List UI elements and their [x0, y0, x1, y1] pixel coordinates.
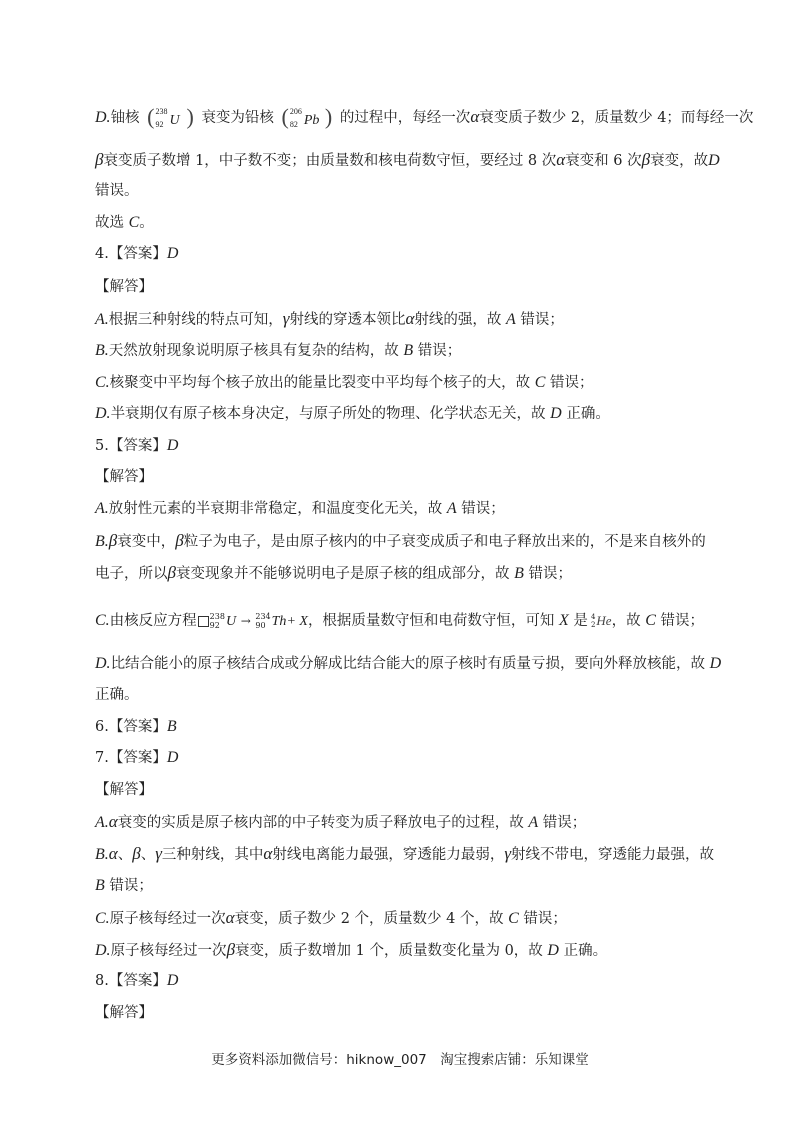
gamma-symbol: γ: [155, 844, 162, 863]
option-letter: A.: [95, 311, 109, 328]
lead-nuclide: ( 206 82 Pb ): [281, 104, 333, 129]
answer-label: 7.【答案】: [95, 750, 167, 766]
text: 天然放射现象说明原子核具有复杂的结构，故: [108, 343, 404, 359]
text: ，故: [611, 613, 646, 629]
alpha-symbol: α: [108, 844, 118, 863]
option-letter: B.: [95, 846, 109, 863]
question-4-answer: [95, 244, 178, 264]
option-letter: C: [128, 214, 140, 231]
atomic-number: 82: [289, 120, 298, 129]
q4-option-d: [95, 404, 610, 424]
answer-label: 6.【答案】: [95, 719, 167, 735]
separator: 、: [117, 847, 133, 863]
thorium-isotope-indices: [255, 612, 270, 630]
text: 射线电离能力最强，穿透能力最弱，: [272, 847, 505, 863]
q7-option-b-line2: [95, 876, 153, 896]
text: 错误；: [515, 312, 564, 328]
question-7-answer: [95, 748, 178, 768]
mass-number: 206: [289, 107, 302, 116]
option-letter: C.: [95, 910, 110, 927]
text: 。: [139, 215, 154, 231]
answer-letter: D: [166, 749, 179, 766]
q7-option-d: [95, 940, 607, 961]
beta-symbol: β: [226, 940, 236, 959]
text: 由核反应方程: [109, 613, 197, 629]
q4-option-b: [95, 341, 461, 361]
mass-number: 238: [155, 107, 168, 116]
element-symbol: Th: [271, 614, 287, 629]
uranium-isotope-indices: [210, 612, 225, 630]
text: 射线的强，故: [414, 312, 507, 328]
option-letter: A: [446, 500, 457, 517]
atomic-number: 92: [209, 621, 220, 630]
alpha-symbol: α: [263, 844, 273, 863]
text: 放射性元素的半衰期非常稳定，和温度变化无关，故: [108, 501, 447, 517]
text: 原子核每经过一次: [109, 911, 226, 927]
answer-label: 8.【答案】: [95, 973, 167, 989]
option-letter: C: [508, 910, 519, 927]
q7-option-a: [95, 812, 586, 833]
answer-label: 4.【答案】: [95, 246, 167, 262]
solution-heading: 【解答】: [95, 782, 153, 798]
text: 错误；: [104, 878, 153, 894]
answer-letter: B: [166, 718, 177, 735]
text: 衰变和 6 次: [565, 153, 642, 169]
beta-symbol: β: [167, 563, 176, 582]
text: 衰变，质子数少 2 个，质量数少 4 个，故: [234, 911, 509, 927]
answer-letter: D: [166, 245, 179, 262]
option-letter: B: [95, 877, 105, 894]
text: 射线的穿透本领比: [289, 312, 406, 328]
beta-symbol: β: [641, 150, 651, 169]
answer-label: 5.【答案】: [95, 438, 167, 454]
atomic-number: 2: [590, 621, 596, 629]
text: 铀核: [110, 110, 140, 126]
text: 电子，所以: [95, 566, 168, 582]
gamma-symbol: γ: [282, 309, 290, 328]
q7-option-b-line1: [95, 844, 714, 865]
q4-option-c: [95, 373, 594, 393]
q7-option-c: [95, 908, 567, 929]
text: 衰变质子数少 2，质量数少 4；而每经一次: [479, 110, 754, 126]
option-letter: D.: [95, 405, 111, 422]
q5-option-d-line1: [95, 654, 721, 674]
text: 原子核每经过一次: [110, 943, 227, 959]
beta-symbol: β: [132, 844, 141, 863]
choice-line: [95, 213, 154, 233]
element-symbol: He: [596, 613, 612, 628]
q5-option-b-line2: [95, 563, 572, 584]
q5-option-d-line2: 正确。: [95, 687, 139, 703]
option-letter: B: [514, 565, 524, 582]
reaction-arrow-icon: →: [240, 614, 251, 628]
text: 正确。: [561, 406, 610, 422]
uranium-nuclide: ( 238 92 U ): [147, 104, 194, 129]
text: 是: [568, 613, 588, 629]
text: 错误；: [523, 566, 572, 582]
q5-option-a: [95, 499, 505, 519]
option-letter: A.: [95, 814, 109, 831]
text-line: [95, 150, 720, 171]
text: 根据三种射线的特点可知，: [108, 312, 283, 328]
text: 半衰期仅有原子核本身决定，与原子所处的物理、化学状态无关，故: [110, 406, 551, 422]
text: 的过程中，每经一次: [339, 110, 471, 126]
page-footer: 更多资料添加微信号：hiknow_007 淘宝搜索店铺：乐知课堂: [211, 1052, 589, 1068]
text: 射线不带电，穿透能力最强，故: [511, 847, 715, 863]
text-line: 错误。: [95, 183, 139, 199]
mass-number: 238: [209, 612, 225, 621]
element-symbol: Pb: [303, 113, 320, 128]
text: 错误；: [538, 815, 587, 831]
question-8-answer: [95, 971, 178, 991]
mass-number: 234: [255, 612, 271, 621]
option-letter: A: [506, 311, 516, 328]
text: 衰变，质子数增加 1 个，质量数变化量为 0，故: [235, 943, 548, 959]
solution-heading: 【解答】: [95, 1005, 153, 1021]
text: 衰变，故: [650, 153, 709, 169]
text: 错误；: [413, 343, 462, 359]
option-letter: C: [645, 612, 656, 629]
option-letter: D: [709, 655, 722, 672]
text: 核聚变中平均每个核子放出的能量比裂变中平均每个核子的大，故: [109, 375, 535, 391]
option-letter: C: [534, 374, 546, 391]
beta-symbol: β: [95, 150, 104, 169]
text: 错误；: [518, 911, 567, 927]
solution-heading: 【解答】: [95, 279, 153, 295]
alpha-symbol: α: [470, 107, 480, 126]
option-letter: D: [550, 405, 562, 422]
answer-letter: D: [166, 437, 179, 454]
option-letter: D.: [95, 655, 111, 672]
text: 衰变为铅核: [201, 110, 274, 126]
beta-symbol: β: [108, 531, 118, 550]
alpha-symbol: α: [405, 309, 415, 328]
beta-symbol: β: [175, 531, 184, 550]
text: 故选: [95, 215, 129, 231]
option-letter: B.: [95, 533, 109, 550]
alpha-symbol: α: [108, 812, 118, 831]
atomic-number: 90: [255, 621, 266, 630]
option-letter: D: [708, 152, 720, 169]
text: 比结合能小的原子核结合成或分解成比结合能大的原子核时有质量亏损，要向外释放核能，故: [110, 656, 710, 672]
text: 错误；: [655, 613, 704, 629]
solution-heading: 【解答】: [95, 469, 153, 485]
separator: 、: [140, 847, 156, 863]
text: 衰变中，: [117, 534, 176, 550]
question-6-answer: [95, 717, 177, 737]
answer-letter: D: [166, 972, 179, 989]
option-letter: A.: [95, 500, 109, 517]
q5-option-c: [95, 611, 704, 632]
gamma-symbol: γ: [504, 844, 512, 863]
text: 错误；: [456, 501, 505, 517]
text: ，根据质量数守恒和电荷数守恒，可知: [307, 613, 560, 629]
product-x: + X: [286, 614, 308, 629]
text: 衰变质子数增 1，中子数不变；由质量数和核电荷数守恒，要经过 8 次: [103, 153, 557, 169]
element-symbol: U: [225, 614, 237, 629]
helium-isotope-indices: [591, 613, 595, 629]
variable-x: X: [559, 612, 569, 629]
alpha-symbol: α: [225, 908, 235, 927]
text: 三种射线，其中: [161, 847, 264, 863]
option-letter: D.: [95, 109, 111, 126]
option-letter: D.: [95, 942, 111, 959]
alpha-symbol: α: [556, 150, 566, 169]
text: 衰变的实质是原子核内部的中子转变为质子释放电子的过程，故: [117, 815, 529, 831]
option-letter: C.: [95, 612, 110, 629]
atomic-number: 92: [155, 120, 164, 129]
answer-d-uranium-line: [95, 106, 753, 130]
question-5-answer: [95, 436, 178, 456]
option-letter: A: [528, 814, 539, 831]
text: 粒子为电子，是由原子核内的中子衰变成质子和电子释放出来的，不是来自核外的: [183, 534, 706, 550]
option-letter: C.: [95, 374, 110, 391]
q5-option-b-line1: [95, 531, 706, 552]
element-symbol: U: [169, 113, 180, 128]
text: 正确。: [558, 943, 608, 959]
option-letter: B.: [95, 342, 109, 359]
option-letter: D: [547, 942, 559, 959]
q4-option-a: [95, 309, 564, 330]
option-letter: B: [403, 342, 414, 359]
missing-glyph-box: [198, 616, 209, 627]
text: 错误；: [545, 375, 594, 391]
mass-number: 4: [590, 613, 596, 621]
text: 衰变现象并不能够说明电子是原子核的组成部分，故: [175, 566, 515, 582]
